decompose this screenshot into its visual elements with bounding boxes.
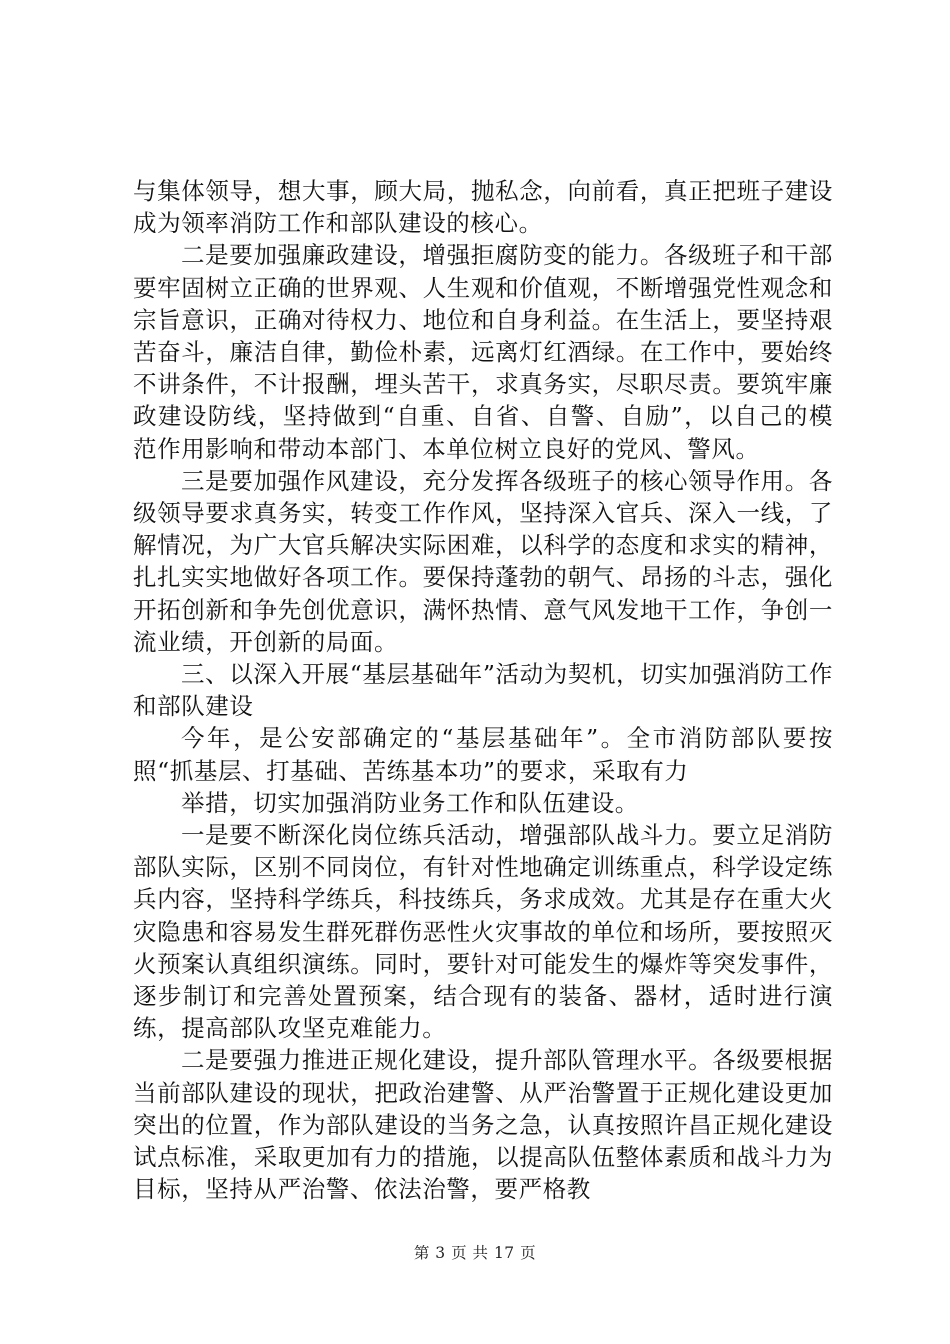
page-number-footer: 第 3 页 共 17 页 (413, 1244, 537, 1262)
paragraph-2: 二是要加强廉政建设，增强拒腐防变的能力。各级班子和干部要牢固树立正确的世界观、人生观和价值观，不断增强党性观念和宗旨意识，正确对待权力、地位和自身利益。在生活上，要坚持艰苦奋斗，廉洁自律，勤俭朴素，远离灯红酒绿。在工作中，要始终不讲条件，不计报酬，埋头苦干，求真务实，尽职尽责。要筑牢廉政建设防线，坚持做到“自重、自省、自警、自励”，以自己的模范作用影响和带动本部门、本单位树立良好的党风、警风。 (133, 241, 833, 463)
paragraph-1: 与集体领导，想大事，顾大局，抛私念，向前看，真正把班子建设成为领率消防工作和部队建设的核心。 (133, 177, 833, 238)
paragraph-8: 二是要强力推进正规化建设，提升部队管理水平。各级要根据当前部队建设的现状，把政治建警、从严治警置于正规化建设更加突出的位置，作为部队建设的当务之急，认真按照许昌正规化建设试点标准，采取更加有力的措施，以提高队伍整体素质和战斗力为目标，坚持从严治警、依法治警，要严格教 (133, 1046, 833, 1204)
paragraph-6: 举措，切实加强消防业务工作和队伍建设。 (181, 788, 639, 817)
paragraph-7: 一是要不断深化岗位练兵活动，增强部队战斗力。要立足消防部队实际，区别不同岗位，有针对性地确定训练重点，科学设定练兵内容，坚持科学练兵，科技练兵，务求成效。尤其是存在重大火灾隐患和容易发生群死群伤恶性火灾事故的单位和场所，要按照灭火预案认真组织演练。同时，要针对可能发生的爆炸等突发事件，逐步制订和完善处置预案，结合现有的装备、器材，适时进行演练，提高部队攻坚克难能力。 (133, 821, 833, 1043)
paragraph-5: 今年，是公安部确定的“基层基础年”。全市消防部队要按照“抓基层、打基础、苦练基本功”的要求，采取有力 (133, 724, 833, 785)
document-body (133, 175, 833, 1206)
section-heading-3: 三、以深入开展“基层基础年”活动为契机，切实加强消防工作和部队建设 (133, 660, 833, 721)
paragraph-3: 三是要加强作风建设，充分发挥各级班子的核心领导作用。各级领导要求真务实，转变工作作风，坚持深入官兵、深入一线，了解情况，为广大官兵解决实际困难，以科学的态度和求实的精神，扎扎实实地做好各项工作。要保持蓬勃的朝气、昂扬的斗志，强化开拓创新和争先创优意识，满怀热情、意气风发地干工作，争创一流业绩，开创新的局面。 (133, 466, 833, 656)
